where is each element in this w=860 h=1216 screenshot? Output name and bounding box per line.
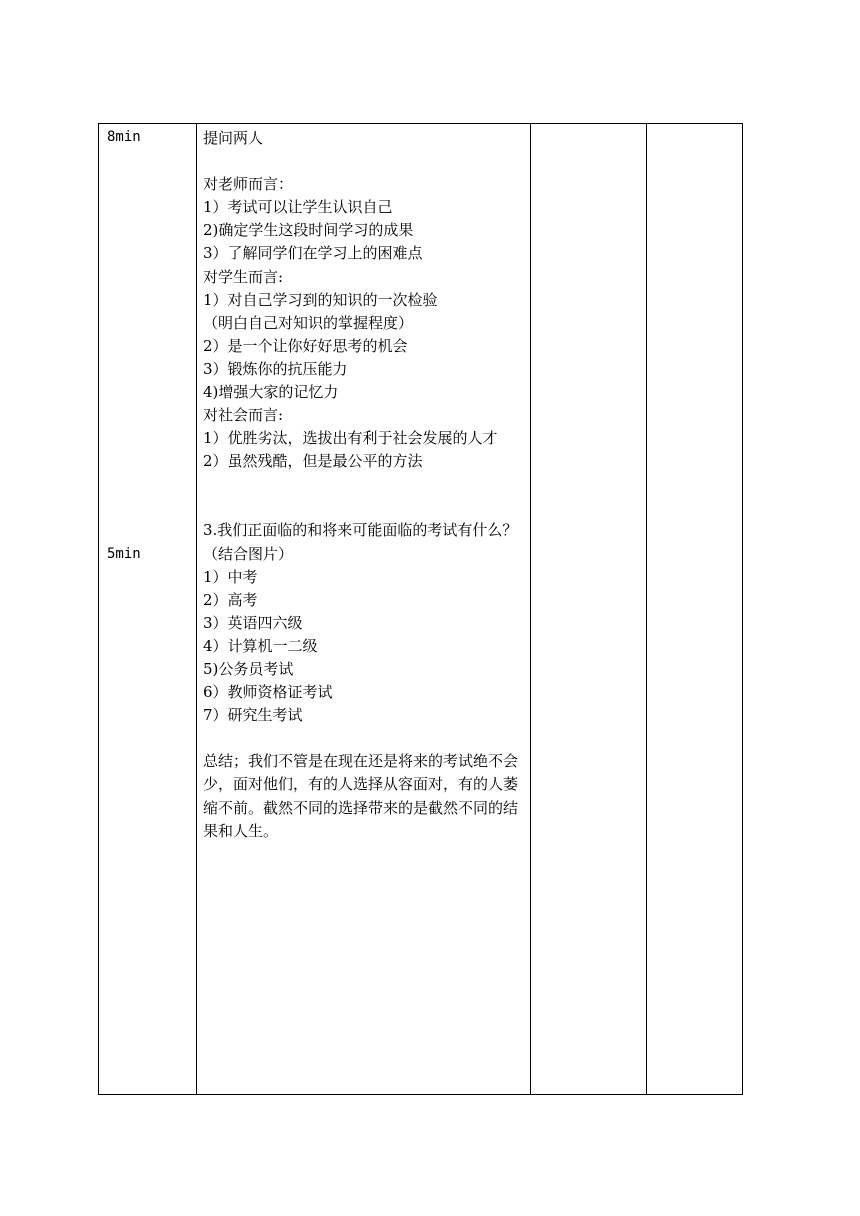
content-line: 5)公务员考试 [203,659,294,678]
content-line: 2）虽然残酷，但是最公平的方法 [203,452,423,471]
content-line: 提问两人 [203,129,264,147]
section-heading-society: 对社会而言: [203,406,284,425]
content-line: 4）计算机一二级 [203,636,318,655]
content-line: 1）优胜劣汰，选拔出有利于社会发展的人才 [203,429,498,448]
summary-paragraph: 总结；我们不管是在现在还是将来的考试绝不会少，面对他们，有的人选择从容面对，有的人萎缩不前。截然不同的选择带来的是截然不同的结果和人生。 [203,752,519,840]
content-line: 4)增强大家的记忆力 [203,383,339,402]
section-heading-teacher: 对老师而言： [203,175,294,194]
content-line: 2)确定学生这段时间学习的成果 [203,221,414,240]
blank-column [647,124,743,1095]
time-column [99,124,197,1095]
content-column [197,124,531,1095]
section-heading-student: 对学生而言: [203,267,284,286]
blank-line [203,727,524,750]
content-line: 6）教师资格证考试 [203,683,333,702]
content-line: 3）锻炼你的抗压能力 [203,359,348,378]
time-label-8min: 8min [107,129,141,145]
lesson-plan-table [98,123,743,1095]
content-line: 3）了解同学们在学习上的困难点 [203,244,423,263]
content-line: 2）高考 [203,590,258,609]
content-line: 7）研究生考试 [203,706,303,725]
content-line: 2）是一个让你好好思考的机会 [203,336,408,355]
content-line: 1）考试可以让学生认识自己 [203,198,393,217]
question-heading: 3.我们正面临的和将来可能面临的考试有什么？（结合图片） [203,521,518,563]
time-label-5min: 5min [107,546,141,562]
blank-line [203,473,524,519]
content-line: （明白自己对知识的掌握程度） [203,313,414,332]
blank-column [531,124,647,1095]
content-line: 1）中考 [203,567,258,586]
content-line: 3）英语四六级 [203,613,303,632]
content-line: 1）对自己学习到的知识的一次检验 [203,290,438,309]
blank-line [203,150,524,173]
